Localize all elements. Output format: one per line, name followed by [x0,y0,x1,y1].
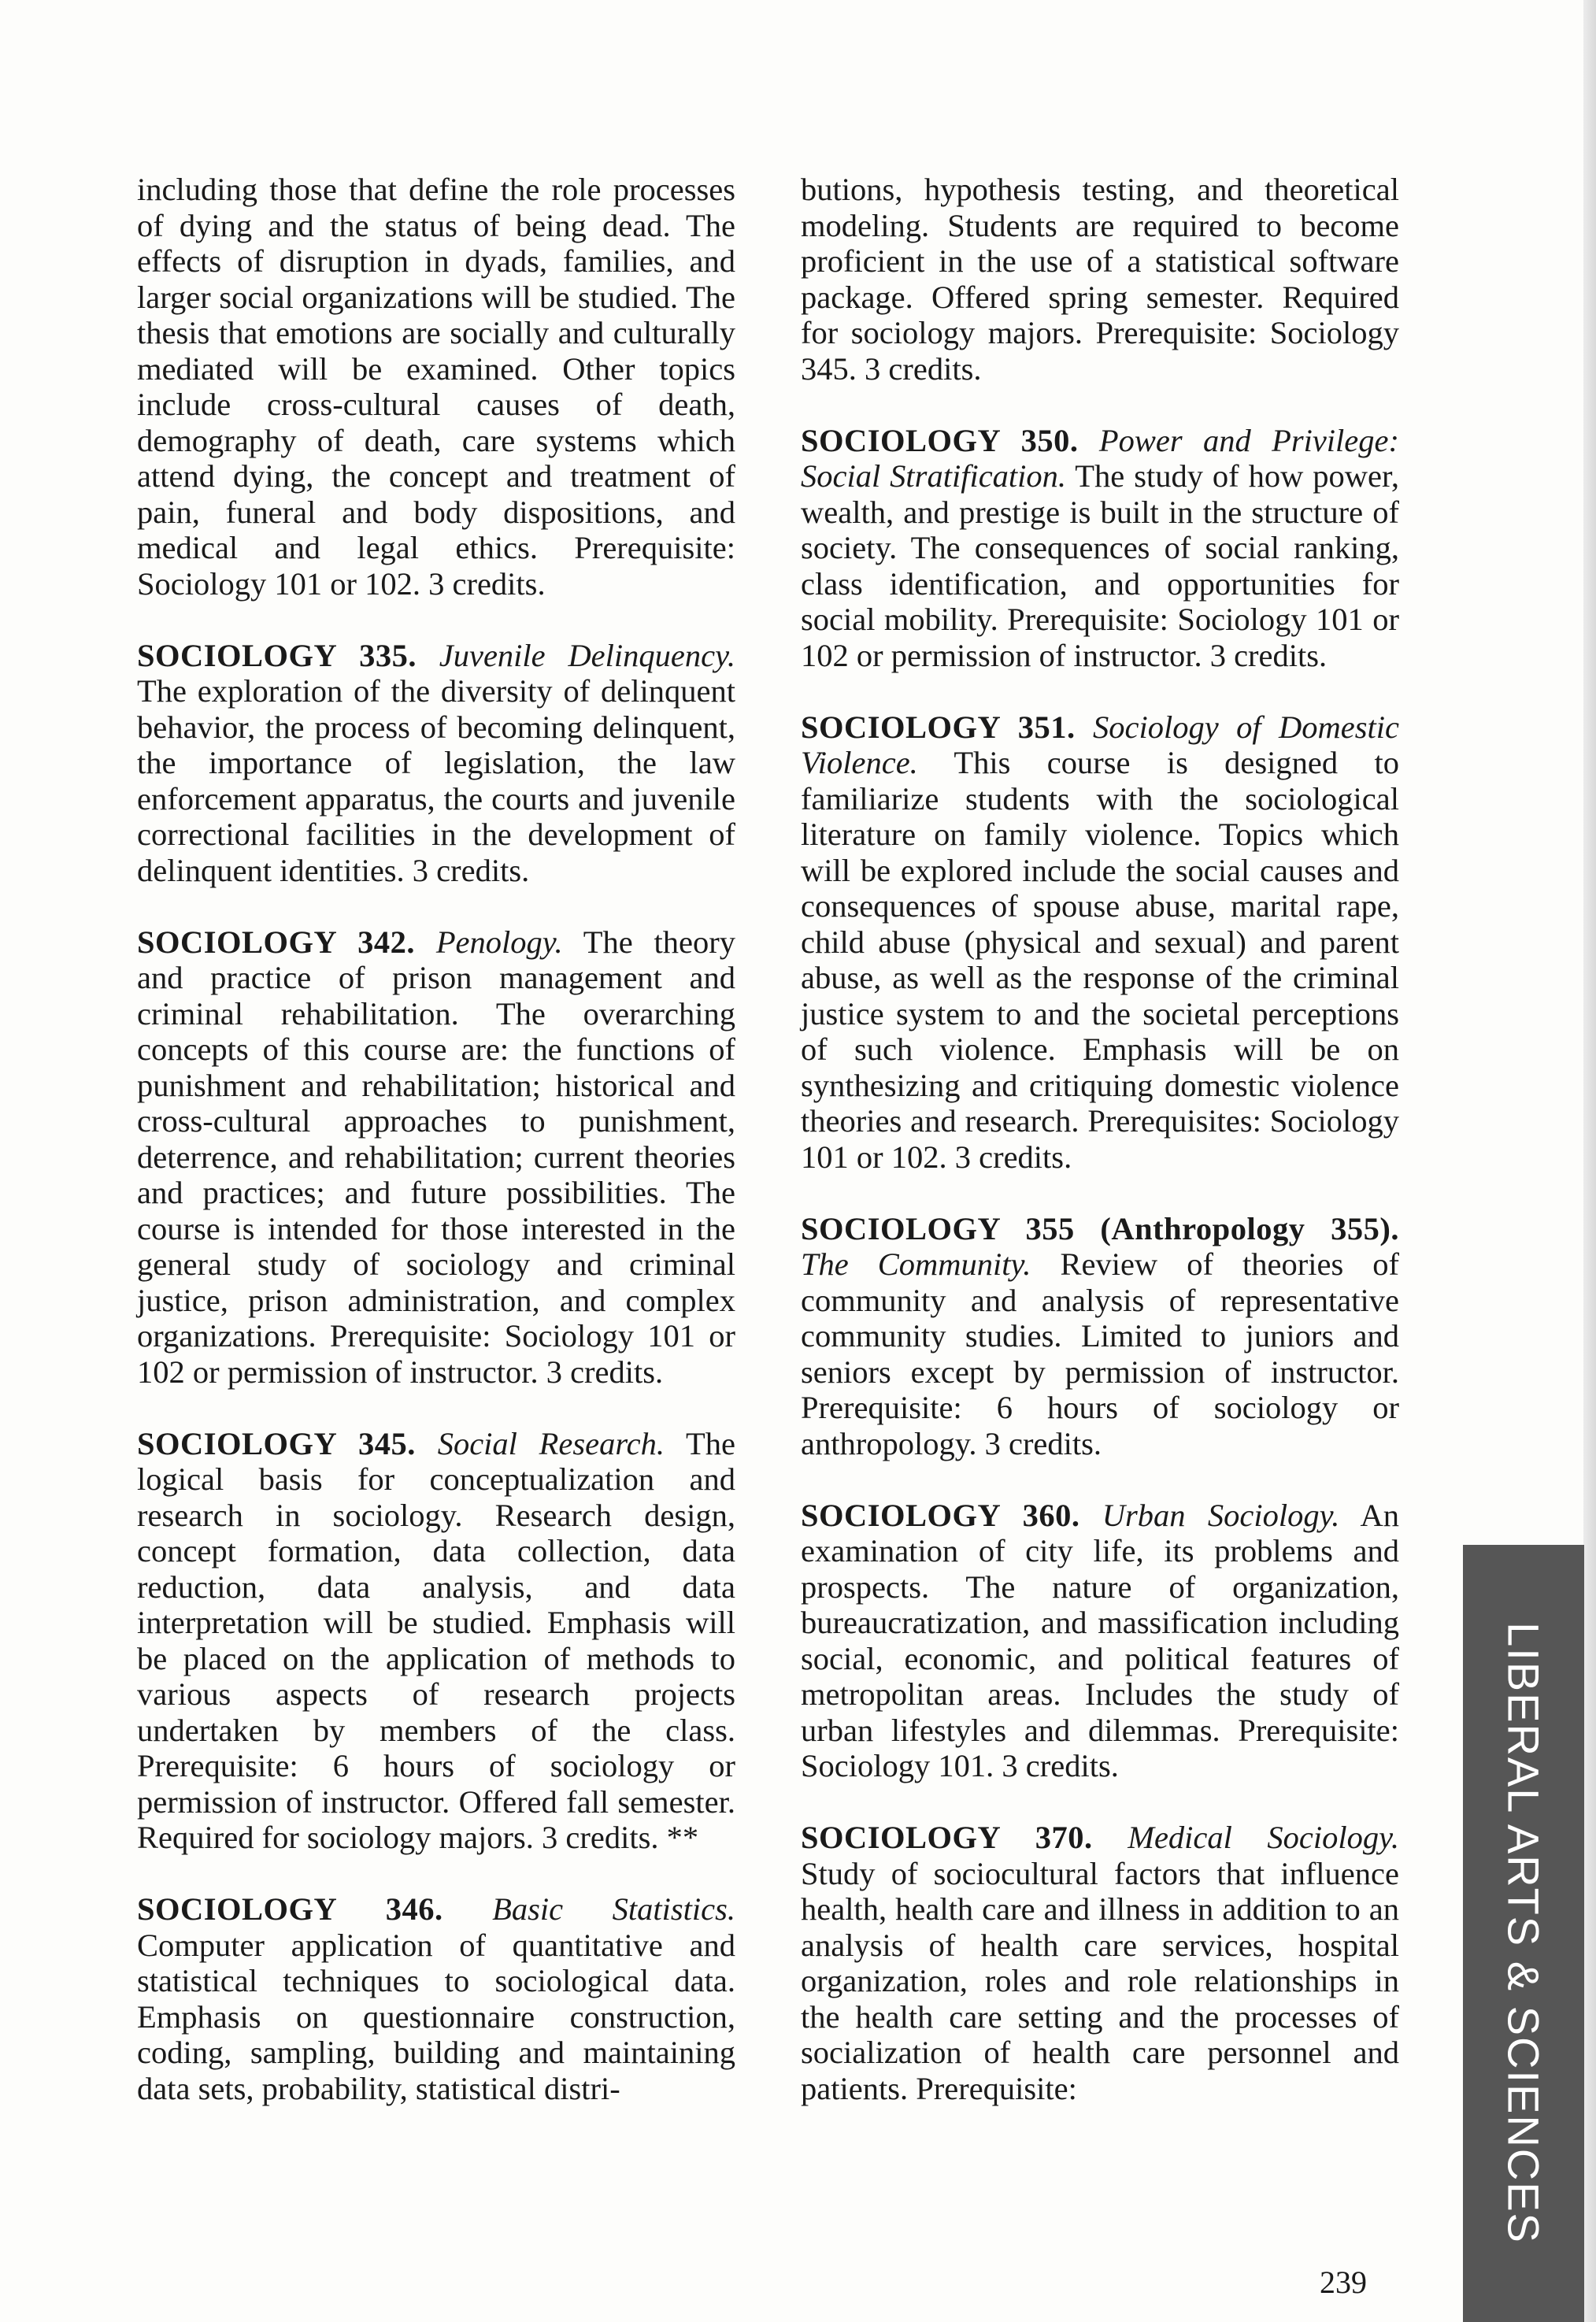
section-side-tab-label: LIBERAL ARTS & SCIENCES [1498,1622,1549,2244]
course-description: This course is designed to familiarize students with the sociological literature on family violence. Topics which will be explored include the social causes and consequences of spouse abuse, marital rape, child abuse (physical and sexual) and parent abuse, as well as the response of the criminal justice system to and the societal perceptions of such violence. Emphasis will be on synthesizing and critiquing domestic violence theories and research. Prerequisites: Sociology 101 or 102. 3 credits. [801,745,1399,1175]
course-title: Basic Statistics. [492,1891,735,1927]
course-title: Urban Sociology. [1102,1497,1340,1533]
course-entry-sociology-346 [137,1891,735,2106]
course-entry-sociology-355 [801,1211,1399,1462]
continued-paragraph: butions, hypothesis testing, and theoretical modeling. Students are required to become proficient in the use of a statistical software package. Offered spring semester. Required for sociology majors. Prerequisite: Sociology 345. 3 credits. [801,172,1399,387]
course-code: SOCIOLOGY 345. [137,1425,416,1461]
right-column [801,172,1399,2142]
course-entry-sociology-345 [137,1426,735,1856]
continued-paragraph: including those that define the role processes of dying and the status of being dead. The effects of disruption in dyads, families, and larger social organizations will be studied. The thesis that emotions are socially and culturally mediated will be examined. Other topics include cross-cultural causes of death, demography of death, care systems which attend dying, the concept and treatment of pain, funeral and body dispositions, and medical and legal ethics. Prerequisite: Sociology 101 or 102. 3 credits. [137,172,735,602]
course-entry-sociology-370 [801,1820,1399,2106]
course-entry-sociology-351 [801,709,1399,1176]
course-title: Medical Sociology. [1128,1820,1399,1855]
course-description: An examination of city life, its problems and prospects. The nature of organization, bureaucratization, and massification including social, economic, and political features of metropolitan areas. Includes the study of urban lifestyles and dilemmas. Prerequisite: Sociology 101. 3 credits. [801,1497,1399,1783]
course-title: The Community. [801,1246,1031,1282]
course-title: Juvenile Delinquency. [439,637,735,673]
course-entry-sociology-335 [137,638,735,889]
course-description: The logical basis for conceptualization and research in sociology. Research design, concept formation, data collection, data reduction, data analysis, and data interpretation will be studied. Emphasis will be placed on the application of methods to various aspects of research projects undertaken by members of the class. Prerequisite: 6 hours of sociology or permission of instructor. Offered fall semester. Required for sociology majors. 3 credits. ** [137,1425,735,1855]
course-entry-sociology-360 [801,1498,1399,1784]
course-title: Penology. [435,924,563,960]
course-code: SOCIOLOGY 350. [801,422,1079,458]
page-number: 239 [1320,2265,1367,2300]
course-description: Review of theories of community and analysis of representative community studies. Limited to juniors and seniors except by permission of instructor. Prerequisite: 6 hours of sociology or anthropology. 3 credits. [801,1246,1399,1461]
left-column [137,172,735,2142]
course-description: Computer application of quantitative and statistical techniques to sociological data. Emphasis on questionnaire construction, coding, sampling, building and maintaining data sets, probability, statistical distri- [137,1927,735,2106]
course-title: Power and Privilege: Social Stratification. [801,422,1399,494]
course-description: Study of sociocultural factors that influence health, health care and illness in addition to an analysis of health care services, hospital organization, roles and role relationships in the health care setting and the processes of socialization of health care personnel and patients. Prerequisite: [801,1855,1399,2106]
course-title: Social Research. [437,1425,665,1461]
page-edge-shadow [1583,0,1596,2322]
course-code: SOCIOLOGY 360. [801,1497,1080,1533]
course-description: The study of how power, wealth, and prestige is built in the structure of society. The consequences of social ranking, class identification, and opportunities for social mobility. Prerequisite: Sociology 101 or 102 or permission of instructor. 3 credits. [801,458,1399,673]
section-side-tab [1463,1545,1584,2322]
course-code: SOCIOLOGY 355 (Anthropology 355). [801,1210,1399,1246]
course-entry-sociology-342 [137,924,735,1391]
course-entry-sociology-350 [801,423,1399,674]
course-code: SOCIOLOGY 346. [137,1891,443,1927]
course-description: The theory and practice of prison management and criminal rehabilitation. The overarching concepts of this course are: the functions of punishment and rehabilitation; historical and cross-cultural approaches to punishment, deterrence, and rehabilitation; current theories and practices; and future possibilities. The course is intended for those interested in the general study of sociology and criminal justice, prison administration, and complex organizations. Prerequisite: Sociology 101 or 102 or permission of instructor. 3 credits. [137,924,735,1390]
course-code: SOCIOLOGY 342. [137,924,415,960]
course-title: Sociology of Domestic Violence. [801,709,1400,780]
course-description: The exploration of the diversity of delinquent behavior, the process of becoming delinquent, the importance of legislation, the law enforcement apparatus, the courts and juvenile correctional facilities in the development of delinquent identities. 3 credits. [137,673,735,888]
course-code: SOCIOLOGY 370. [801,1820,1093,1855]
course-code: SOCIOLOGY 351. [801,709,1076,745]
course-code: SOCIOLOGY 335. [137,637,417,673]
